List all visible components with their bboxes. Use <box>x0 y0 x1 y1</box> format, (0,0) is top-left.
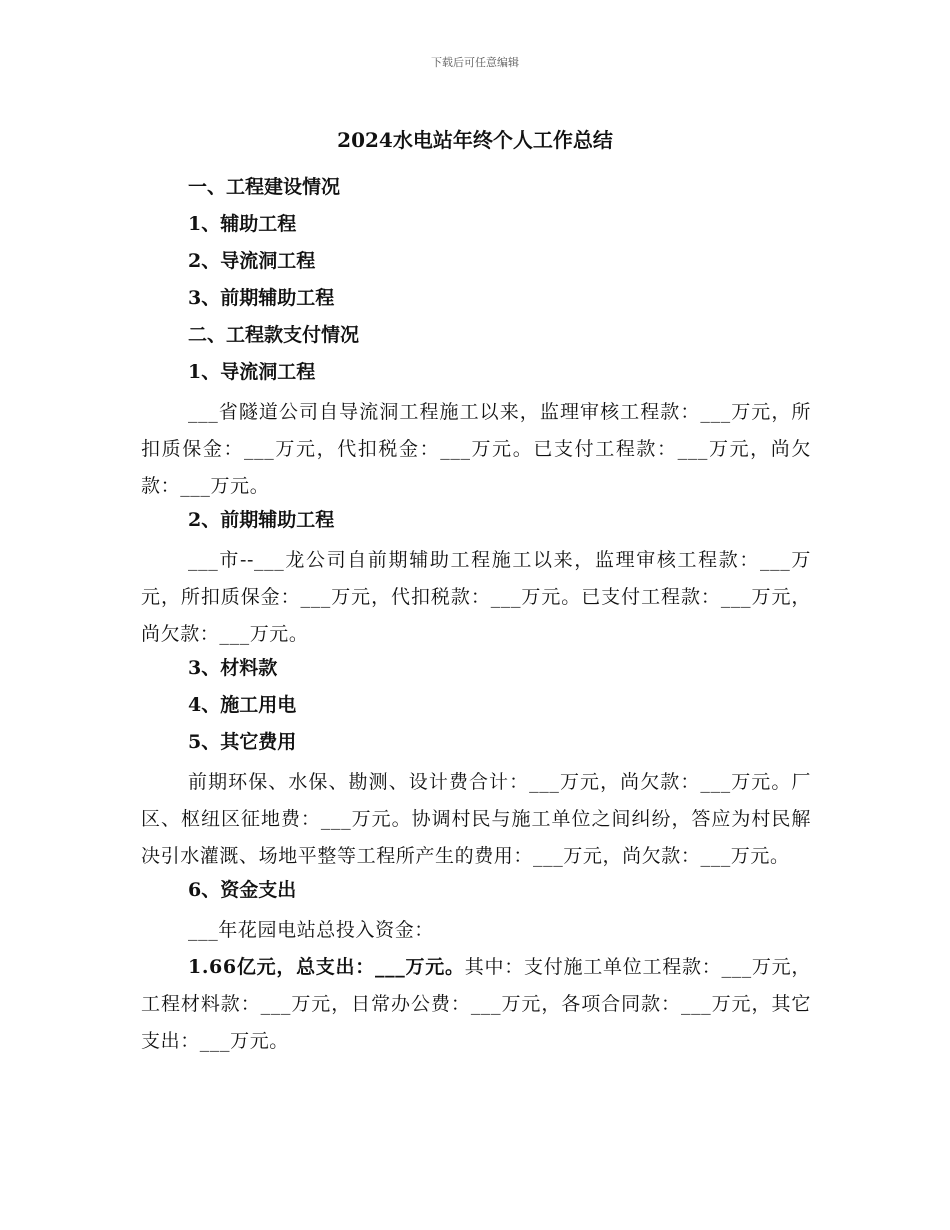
subheading-auxiliary-works: 1、辅助工程 <box>188 213 297 235</box>
expenditure-breakdown-text: 其中：支付施工单位工程款：___万元，工程材料款：___万元，日常办公费：___万元，各项合同款：___万元，其它支出：___万元。 <box>141 956 811 1052</box>
subheading-early-auxiliary-works: 3、前期辅助工程 <box>188 287 335 309</box>
document-body <box>141 172 811 1060</box>
header-note: 下载后可任意编辑 <box>431 56 519 69</box>
page-title: 2024水电站年终个人工作总结 <box>337 128 613 152</box>
subheading-diversion-tunnel: 2、导流洞工程 <box>188 250 316 272</box>
paragraph-expenditure-breakdown <box>141 949 811 1060</box>
subheading-fund-expenditure: 6、资金支出 <box>188 879 297 901</box>
subheading-materials: 3、材料款 <box>188 657 278 679</box>
subheading-payment-diversion-tunnel: 1、导流洞工程 <box>188 361 316 383</box>
paragraph-total-investment: ___年花园电站总投入资金： <box>188 919 434 941</box>
expenditure-total-bold: 1.66亿元，总支出：___万元。 <box>188 956 465 978</box>
section-heading-1: 一、工程建设情况 <box>188 176 341 198</box>
paragraph-diversion-tunnel-payment: ___省隧道公司自导流洞工程施工以来，监理审核工程款：___万元，所扣质保金：___万元，代扣税金：___万元。已支付工程款：___万元，尚欠款：___万元。 <box>141 401 811 497</box>
subheading-construction-power: 4、施工用电 <box>188 694 297 716</box>
subheading-payment-early-auxiliary: 2、前期辅助工程 <box>188 509 335 531</box>
paragraph-other-costs: 前期环保、水保、勘测、设计费合计：___万元，尚欠款：___万元。厂区、枢纽区征地费：___万元。协调村民与施工单位之间纠纷，答应为村民解决引水灌溉、场地平整等工程所产生的费用：___万元，尚欠款：___万元。 <box>141 771 811 867</box>
section-heading-2: 二、工程款支付情况 <box>188 324 360 346</box>
paragraph-early-auxiliary-payment: ___市--___龙公司自前期辅助工程施工以来，监理审核工程款：___万元，所扣质保金：___万元，代扣税款：___万元。已支付工程款：___万元，尚欠款：___万元。 <box>141 549 811 645</box>
subheading-other-costs: 5、其它费用 <box>188 731 297 753</box>
